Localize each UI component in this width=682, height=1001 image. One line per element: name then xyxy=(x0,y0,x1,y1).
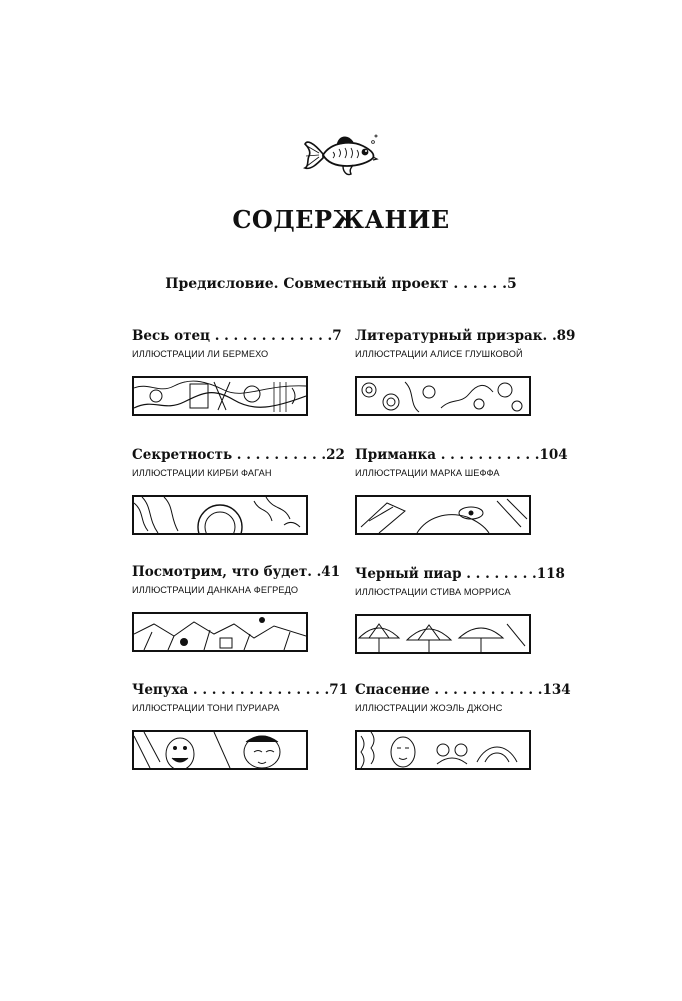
illustrator-credit: ИЛЛЮСТРАЦИИ СТИВА МОРРИСА xyxy=(355,587,511,597)
illustration-strip xyxy=(355,376,531,416)
toc-entry xyxy=(355,682,571,714)
chapter-title: Литературный призрак. .89 xyxy=(355,328,576,344)
illustrator-credit: ИЛЛЮСТРАЦИИ МАРКА ШЕФФА xyxy=(355,468,500,478)
illustrator-credit: ИЛЛЮСТРАЦИИ ТОНИ ПУРИАРА xyxy=(132,703,280,713)
toc-entry xyxy=(355,447,568,479)
illustration-strip xyxy=(132,495,308,535)
goldfish-icon xyxy=(303,130,379,178)
illustrator-credit: ИЛЛЮСТРАЦИИ ДАНКАНА ФЕГРЕДО xyxy=(132,585,299,595)
illustrator-credit: ИЛЛЮСТРАЦИИ ЛИ БЕРМЕХО xyxy=(132,349,269,359)
chapter-title: Спасение . . . . . . . . . . . .134 xyxy=(355,682,571,698)
chapter-title: Приманка . . . . . . . . . . .104 xyxy=(355,447,568,463)
toc-entry xyxy=(132,447,345,479)
illustrator-credit: ИЛЛЮСТРАЦИИ АЛИСЕ ГЛУШКОВОЙ xyxy=(355,349,523,359)
illustrator-credit: ИЛЛЮСТРАЦИИ КИРБИ ФАГАН xyxy=(132,468,272,478)
chapter-title: Секретность . . . . . . . . . .22 xyxy=(132,447,345,463)
illustrator-credit: ИЛЛЮСТРАЦИИ ЖОЭЛЬ ДЖОНС xyxy=(355,703,503,713)
chapter-title: Посмотрим, что будет. .41 xyxy=(132,564,341,580)
toc-entry xyxy=(355,566,565,598)
toc-entry xyxy=(132,328,342,360)
preface-entry: Предисловие. Совместный проект . . . . . .5 xyxy=(165,276,517,292)
chapter-title: Черный пиар . . . . . . . .118 xyxy=(355,566,565,582)
illustration-strip xyxy=(132,612,308,652)
chapter-title: Весь отец . . . . . . . . . . . . .7 xyxy=(132,328,342,344)
illustration-strip xyxy=(355,730,531,770)
toc-entry xyxy=(132,564,341,596)
page-title: СОДЕРЖАНИЕ xyxy=(232,205,450,234)
chapter-title: Чепуха . . . . . . . . . . . . . . .71 xyxy=(132,682,349,698)
illustration-strip xyxy=(132,376,308,416)
illustration-strip xyxy=(132,730,308,770)
illustration-strip xyxy=(355,614,531,654)
toc-entry xyxy=(132,682,349,714)
toc-entry xyxy=(355,328,576,360)
illustration-strip xyxy=(355,495,531,535)
